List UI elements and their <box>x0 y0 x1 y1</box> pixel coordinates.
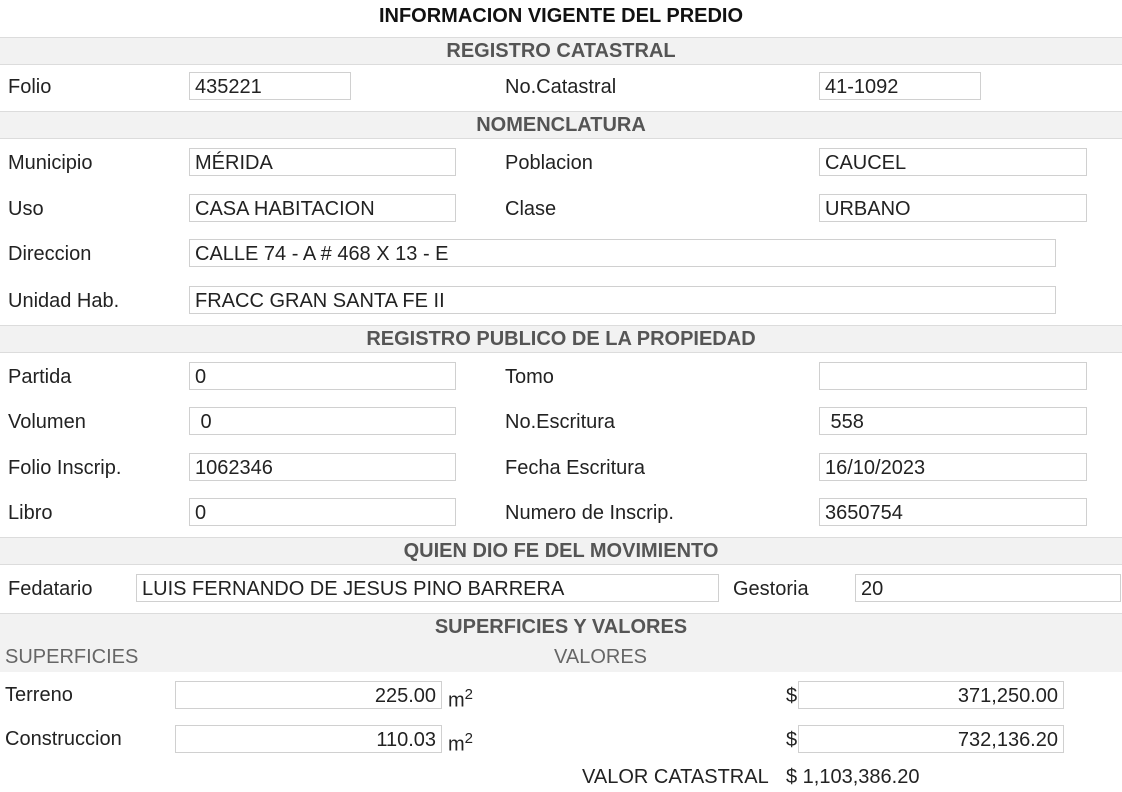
gestoria-label: Gestoria <box>733 578 809 600</box>
partida-label: Partida <box>8 366 72 388</box>
tomo-field[interactable] <box>819 362 1087 390</box>
gestoria-field[interactable]: 20 <box>855 574 1121 602</box>
no-escritura-field[interactable]: 558 <box>819 407 1087 435</box>
partida-field[interactable]: 0 <box>189 362 456 390</box>
currency-symbol-construccion: $ <box>786 729 798 751</box>
terreno-label: Terreno <box>5 684 73 706</box>
uso-label: Uso <box>8 198 44 220</box>
unidad-hab-label: Unidad Hab. <box>8 290 120 312</box>
unit-exponent: 2 <box>464 686 474 703</box>
libro-field[interactable]: 0 <box>189 498 456 526</box>
construccion-unit <box>448 724 473 760</box>
section-registro-publico: REGISTRO PUBLICO DE LA PROPIEDAD <box>0 325 1122 353</box>
volumen-label: Volumen <box>8 411 86 433</box>
fedatario-label: Fedatario <box>8 578 93 600</box>
section-registro-catastral: REGISTRO CATASTRAL <box>0 37 1122 65</box>
volumen-field[interactable]: 0 <box>189 407 456 435</box>
poblacion-label: Poblacion <box>505 152 593 174</box>
page-title: INFORMACION VIGENTE DEL PREDIO <box>378 5 744 27</box>
section-fedatario: QUIEN DIO FE DEL MOVIMIENTO <box>0 537 1122 565</box>
valor-catastral-value: $ 1,103,386.20 <box>786 766 920 788</box>
municipio-field[interactable]: MÉRIDA <box>189 148 456 176</box>
no-catastral-label: No.Catastral <box>505 76 617 98</box>
construccion-field[interactable]: 110.03 <box>175 725 442 753</box>
fedatario-field[interactable]: LUIS FERNANDO DE JESUS PINO BARRERA <box>136 574 719 602</box>
terreno-unit <box>448 680 473 716</box>
currency-symbol-terreno: $ <box>786 685 798 707</box>
poblacion-field[interactable]: CAUCEL <box>819 148 1087 176</box>
folio-field[interactable]: 435221 <box>189 72 351 100</box>
construccion-label: Construccion <box>5 728 122 750</box>
numero-inscrip-label: Numero de Inscrip. <box>505 502 674 524</box>
folio-label: Folio <box>8 76 52 98</box>
valor-construccion-field[interactable]: 732,136.20 <box>798 725 1064 753</box>
section-nomenclatura: NOMENCLATURA <box>0 111 1122 139</box>
superficies-subheader <box>0 640 1122 672</box>
valores-head: VALORES <box>554 646 647 668</box>
clase-field[interactable]: URBANO <box>819 194 1087 222</box>
fecha-escritura-field[interactable]: 16/10/2023 <box>819 453 1087 481</box>
no-escritura-label: No.Escritura <box>505 411 616 433</box>
unit-m: m <box>448 689 465 712</box>
superficies-head: SUPERFICIES <box>5 646 139 668</box>
uso-field[interactable]: CASA HABITACION <box>189 194 456 222</box>
valor-terreno-field[interactable]: 371,250.00 <box>798 681 1064 709</box>
fecha-escritura-label: Fecha Escritura <box>505 457 646 479</box>
municipio-label: Municipio <box>8 152 93 174</box>
terreno-field[interactable]: 225.00 <box>175 681 442 709</box>
section-superficies: SUPERFICIES Y VALORES <box>0 613 1122 641</box>
unidad-hab-field[interactable]: FRACC GRAN SANTA FE II <box>189 286 1056 314</box>
valor-catastral-label: VALOR CATASTRAL <box>582 766 769 788</box>
no-catastral-field[interactable]: 41-1092 <box>819 72 981 100</box>
clase-label: Clase <box>505 198 557 220</box>
folio-inscrip-field[interactable]: 1062346 <box>189 453 456 481</box>
direccion-field[interactable]: CALLE 74 - A # 468 X 13 - E <box>189 239 1056 267</box>
folio-inscrip-label: Folio Inscrip. <box>8 457 122 479</box>
unit-exponent: 2 <box>464 730 474 747</box>
numero-inscrip-field[interactable]: 3650754 <box>819 498 1087 526</box>
unit-m: m <box>448 733 465 756</box>
tomo-label: Tomo <box>505 366 554 388</box>
libro-label: Libro <box>8 502 53 524</box>
direccion-label: Direccion <box>8 243 92 265</box>
